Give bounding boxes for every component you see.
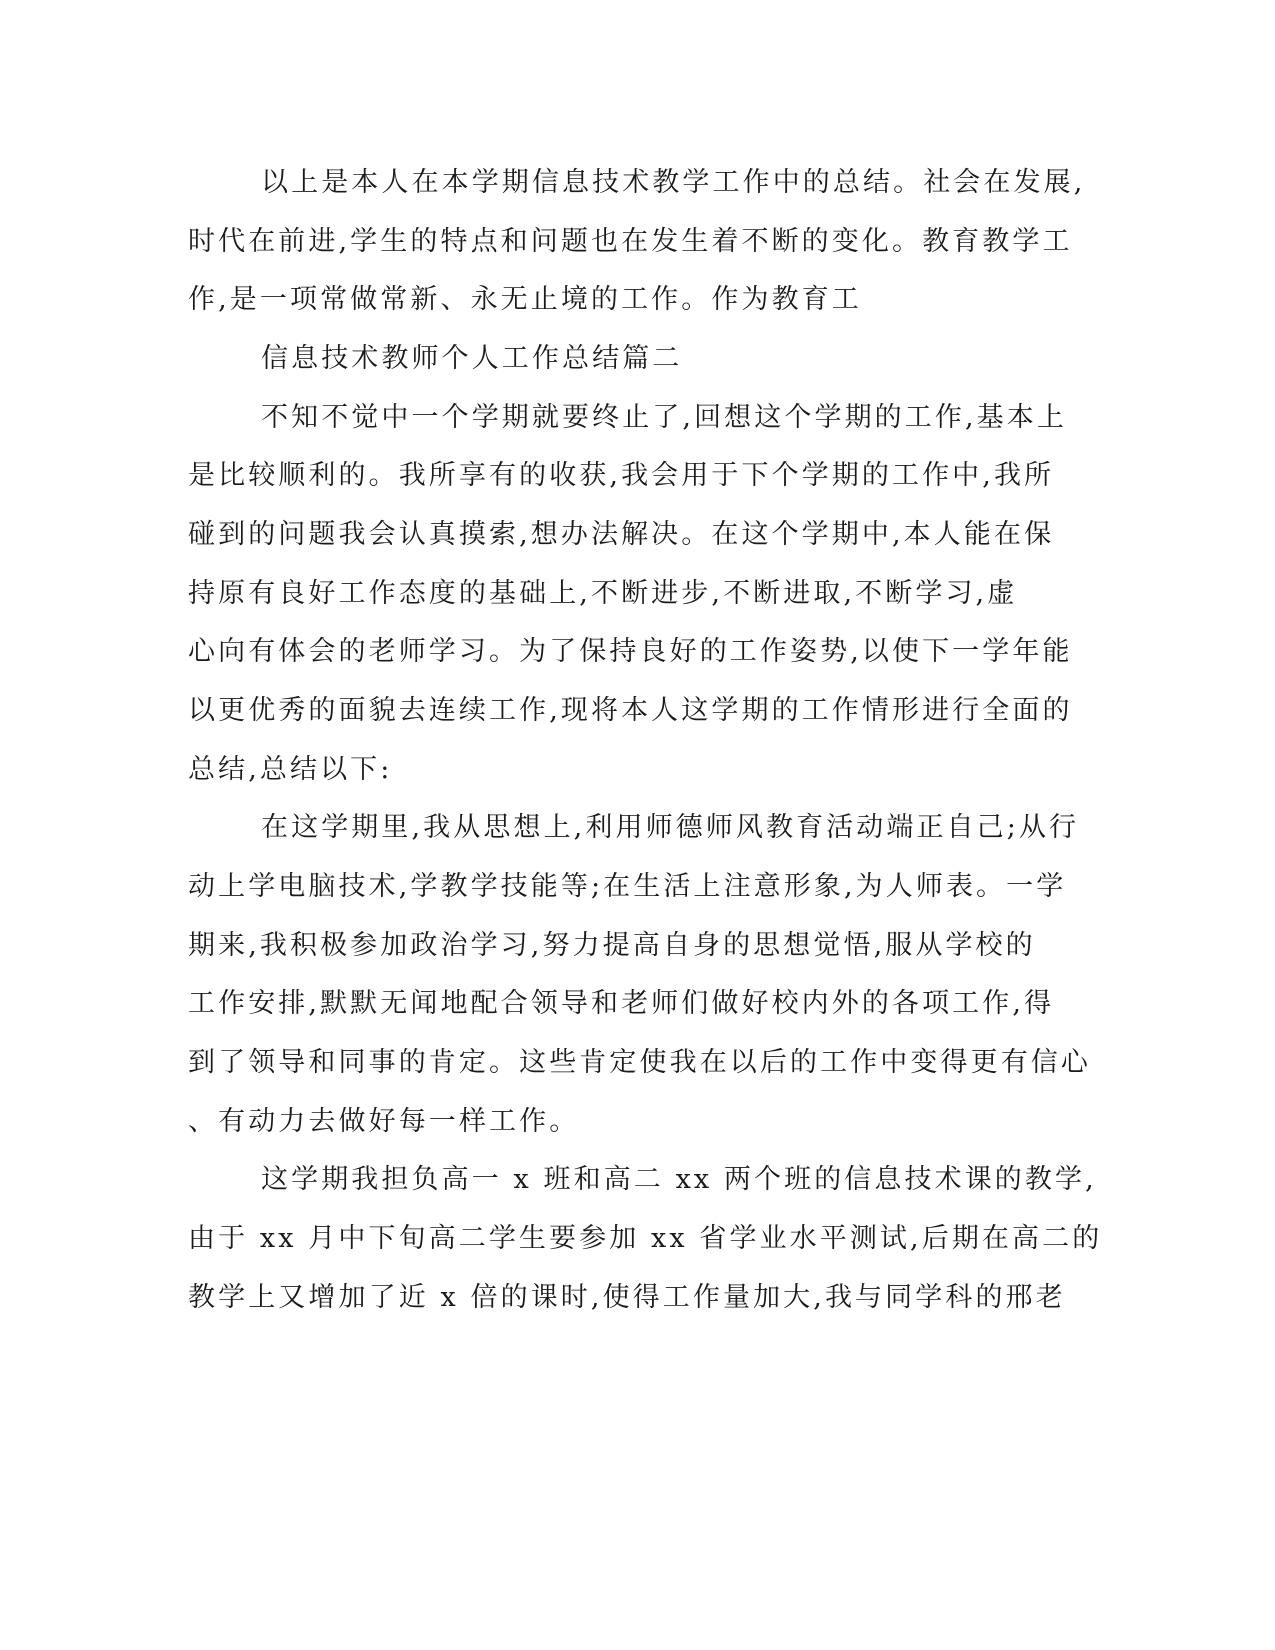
paragraph-line: 以上是本人在本学期信息技术教学工作中的总结。社会在发展,	[261, 167, 1086, 198]
paragraph-line: 是比较顺利的。我所享有的收获,我会用于下个学期的工作中,我所	[188, 460, 1055, 491]
paragraph-line: 持原有良好工作态度的基础上,不断进步,不断进取,不断学习,虚	[188, 578, 1018, 609]
paragraph-line: 、有动力去做好每一样工作。	[188, 1106, 580, 1137]
paragraph-line: 心向有体会的老师学习。为了保持良好的工作姿势,以使下一学年能	[188, 636, 1073, 667]
paragraph-line: 到了领导和同事的肯定。这些肯定使我在以后的工作中变得更有信心	[188, 1047, 1091, 1078]
paragraph-line: 不知不觉中一个学期就要终止了,回想这个学期的工作,基本上	[261, 402, 1067, 433]
paragraph-line: 由于 xx 月中下旬高二学生要参加 xx 省学业水平测试,后期在高二的	[188, 1223, 1103, 1254]
paragraph-line: 在这学期里,我从思想上,利用师德师风教育活动端正自己;从行	[261, 812, 1080, 843]
paragraph-line: 动上学电脑技术,学教学技能等;在生活上注意形象,为人师表。一学	[188, 871, 1067, 902]
paragraph-line: 作,是一项常做常新、永无止境的工作。作为教育工	[188, 284, 862, 315]
paragraph-line: 以更优秀的面貌去连续工作,现将本人这学期的工作情形进行全面的	[188, 695, 1073, 726]
paragraph-line: 期来,我积极参加政治学习,努力提高自身的思想觉悟,服从学校的	[188, 930, 1036, 961]
section-heading: 信息技术教师个人工作总结篇二	[261, 343, 683, 374]
paragraph-line: 这学期我担负高一 x 班和高二 xx 两个班的信息技术课的教学,	[261, 1164, 1097, 1195]
paragraph-line: 碰到的问题我会认真摸索,想办法解决。在这个学期中,本人能在保	[188, 519, 1055, 550]
paragraph-line: 教学上又增加了近 x 倍的课时,使得工作量加大,我与同学科的邢老	[188, 1282, 1066, 1313]
paragraph-line: 工作安排,默默无闻地配合领导和老师们做好校内外的各项工作,得	[188, 988, 1055, 1019]
paragraph-line: 时代在前进,学生的特点和问题也在发生着不断的变化。教育教学工	[188, 226, 1073, 257]
paragraph-line: 总结,总结以下:	[188, 754, 393, 785]
